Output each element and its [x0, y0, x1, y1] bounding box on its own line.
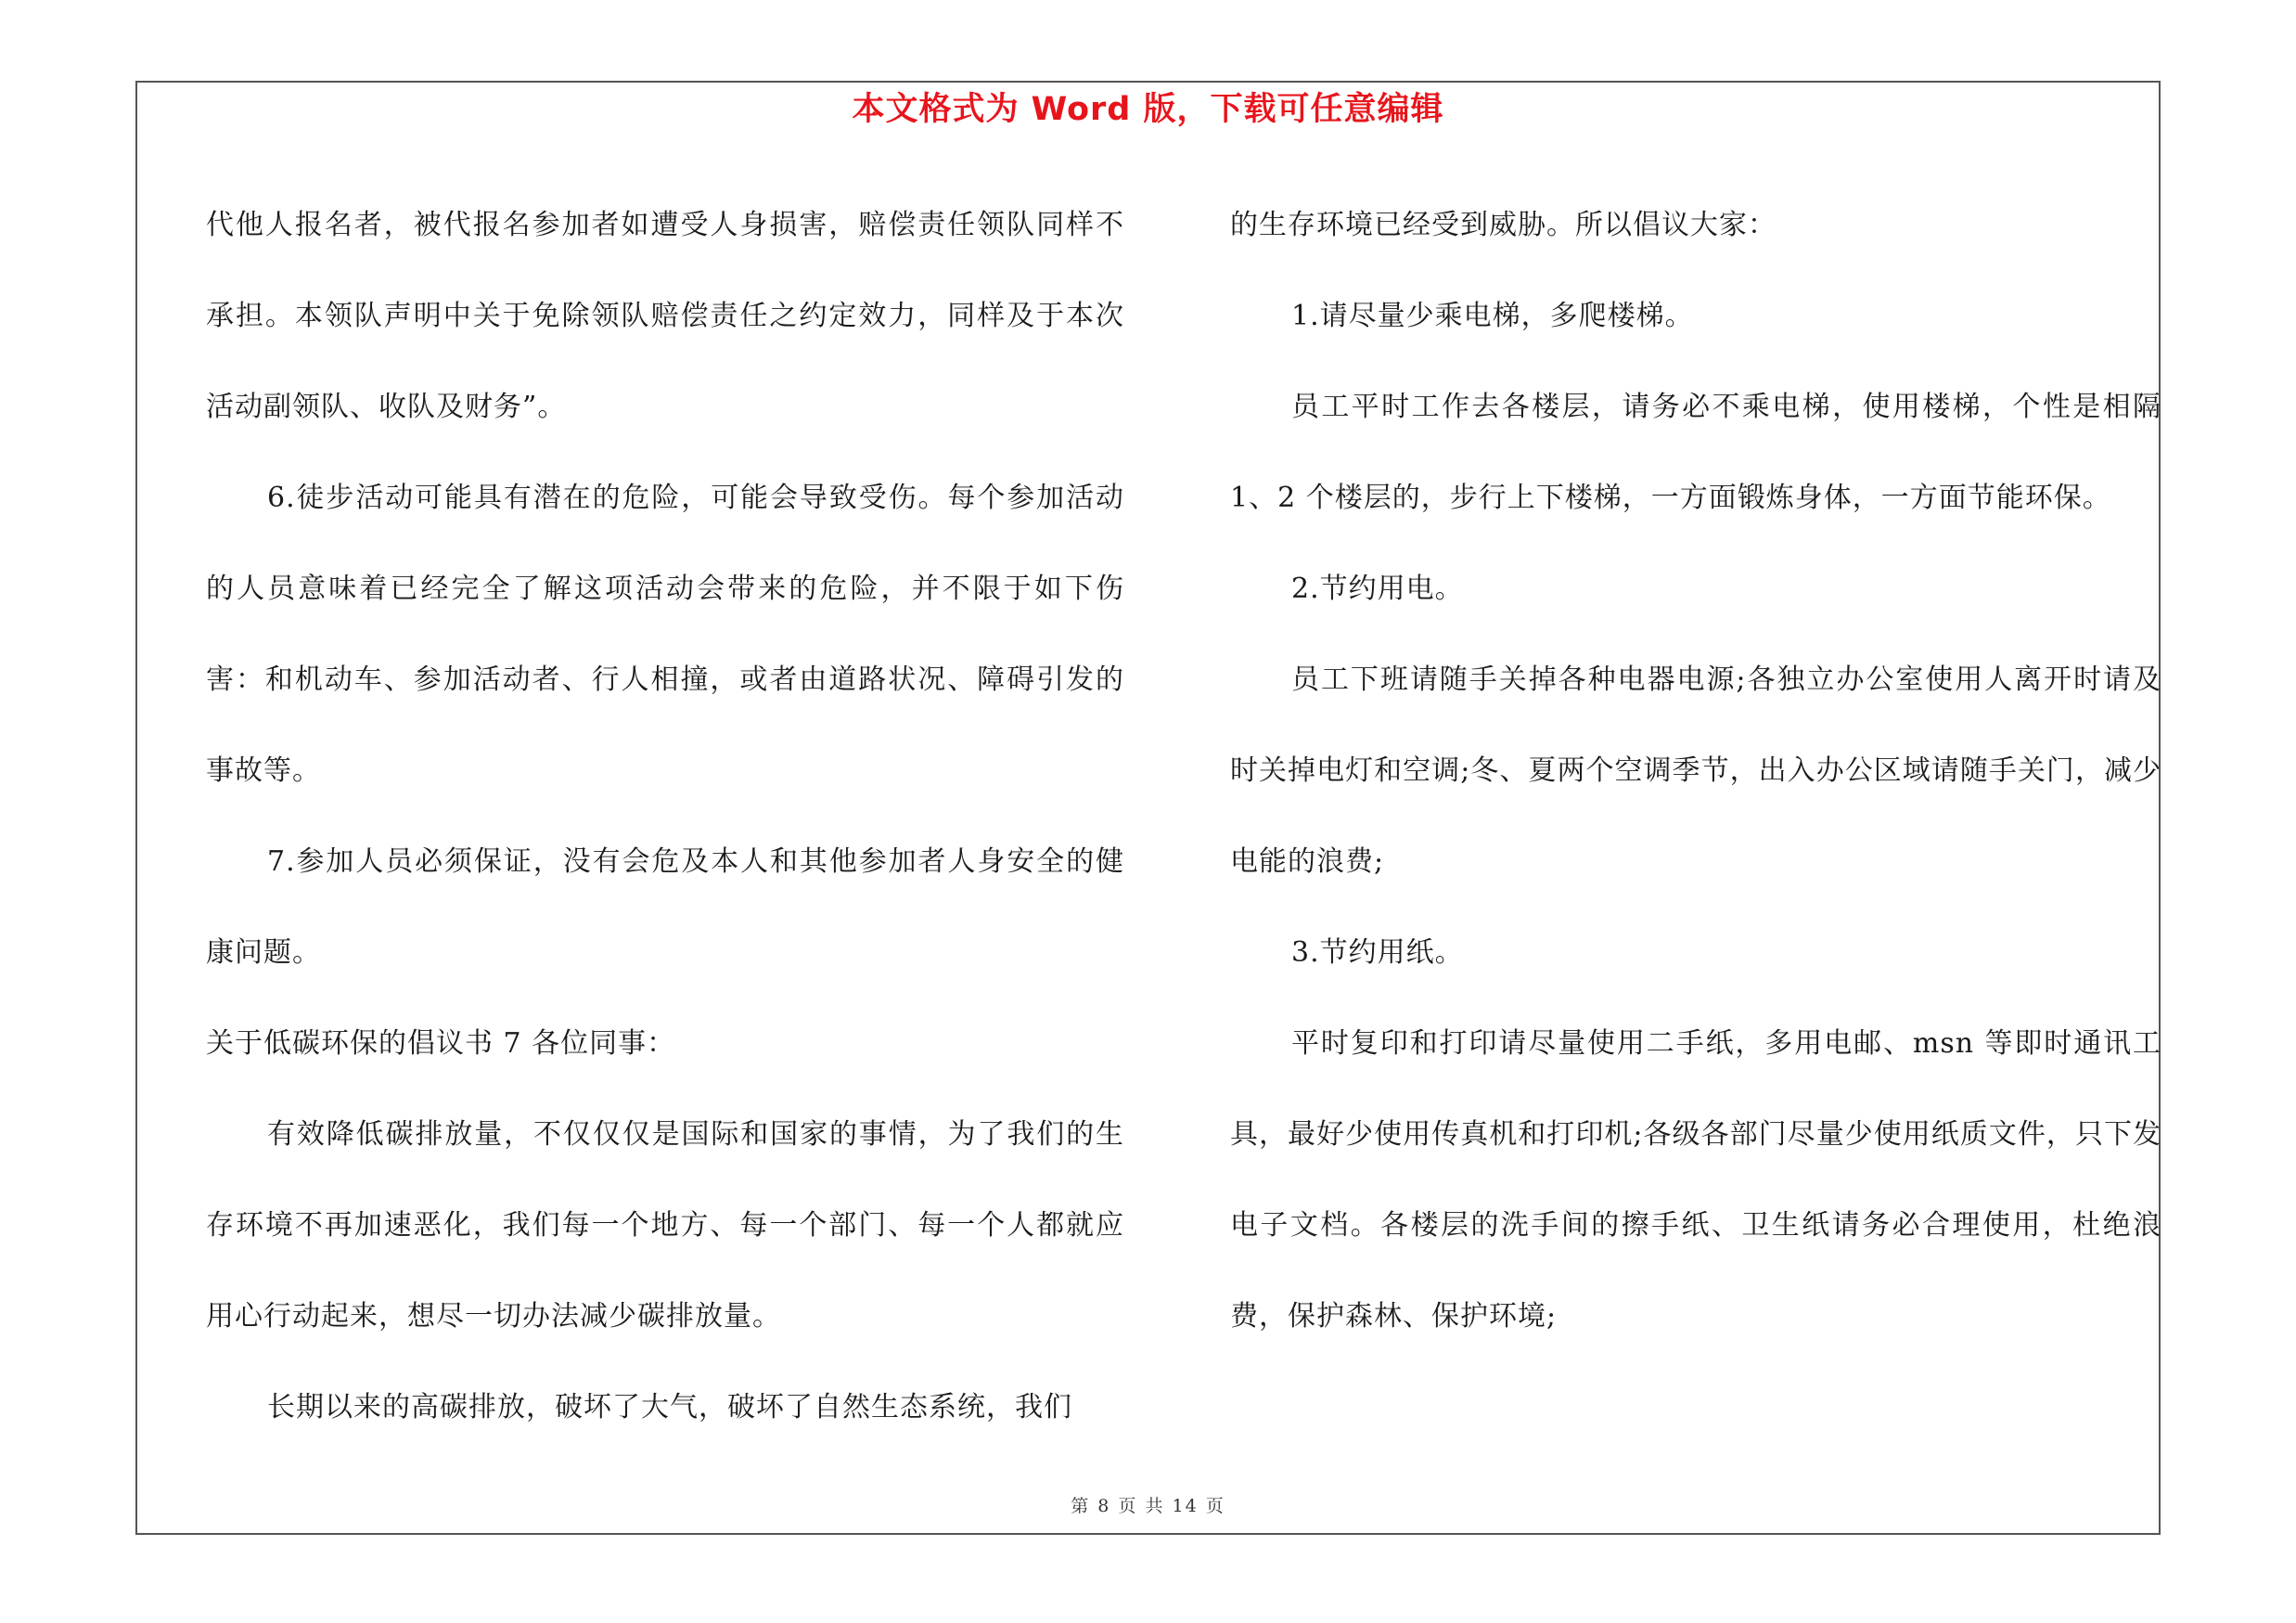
list-item: 3.节约用纸。: [1291, 936, 1464, 969]
page-number: 第 8 页 共 14 页: [1071, 1496, 1225, 1516]
paragraph: 员工平时工作去各楼层，请务必不乘电梯，使用楼梯，个性是相隔 1、2 个楼层的，步行上下楼梯，一方面锻炼身体，一方面节能环保。: [1230, 391, 2161, 514]
paragraph: 6.徒步活动可能具有潜在的危险，可能会导致受伤。每个参加活动的人员意味着已经完全了解这项活动会带来的危险，并不限于如下伤害：和机动车、参加活动者、行人相撞，或者由道路状况、障碍引发的事故等。: [206, 482, 1124, 787]
paragraph: 的生存环境已经受到威胁。所以倡议大家：: [1230, 209, 1777, 241]
format-banner: 本文格式为 Word 版，下载可任意编辑: [852, 91, 1444, 128]
paragraph: 有效降低碳排放量，不仅仅仅是国际和国家的事情，为了我们的生存环境不再加速恶化，我们每一个地方、每一个部门、每一个人都就应用心行动起来，想尽一切办法减少碳排放量。: [206, 1118, 1124, 1333]
paragraph-heading: 关于低碳环保的倡议书 7 各位同事：: [206, 1027, 676, 1060]
right-column: [1230, 180, 2161, 1362]
paragraph: 长期以来的高碳排放，破坏了大气，破坏了自然生态系统，我们: [267, 1391, 1072, 1423]
paragraph: 平时复印和打印请尽量使用二手纸，多用电邮、msn 等即时通讯工具，最好少使用传真机和打印机;各级各部门尽量少使用纸质文件，只下发电子文档。各楼层的洗手间的擦手纸、卫生纸请务必合理使用，杜绝浪费，保护森林、保护环境;: [1230, 1027, 2161, 1333]
paragraph: 代他人报名者，被代报名参加者如遭受人身损害，赔偿责任领队同样不承担。本领队声明中关于免除领队赔偿责任之约定效力，同样及于本次活动副领队、收队及财务”。: [206, 209, 1124, 423]
list-item: 2.节约用电。: [1291, 573, 1464, 605]
left-column: [206, 180, 1124, 1453]
list-item: 1.请尽量少乘电梯，多爬楼梯。: [1291, 300, 1694, 332]
paragraph: 7.参加人员必须保证，没有会危及本人和其他参加者人身安全的健康问题。: [206, 845, 1124, 969]
paragraph: 员工下班请随手关掉各种电器电源;各独立办公室使用人离开时请及时关掉电灯和空调;冬、夏两个空调季节，出入办公区域请随手关门，减少电能的浪费;: [1230, 663, 2161, 878]
